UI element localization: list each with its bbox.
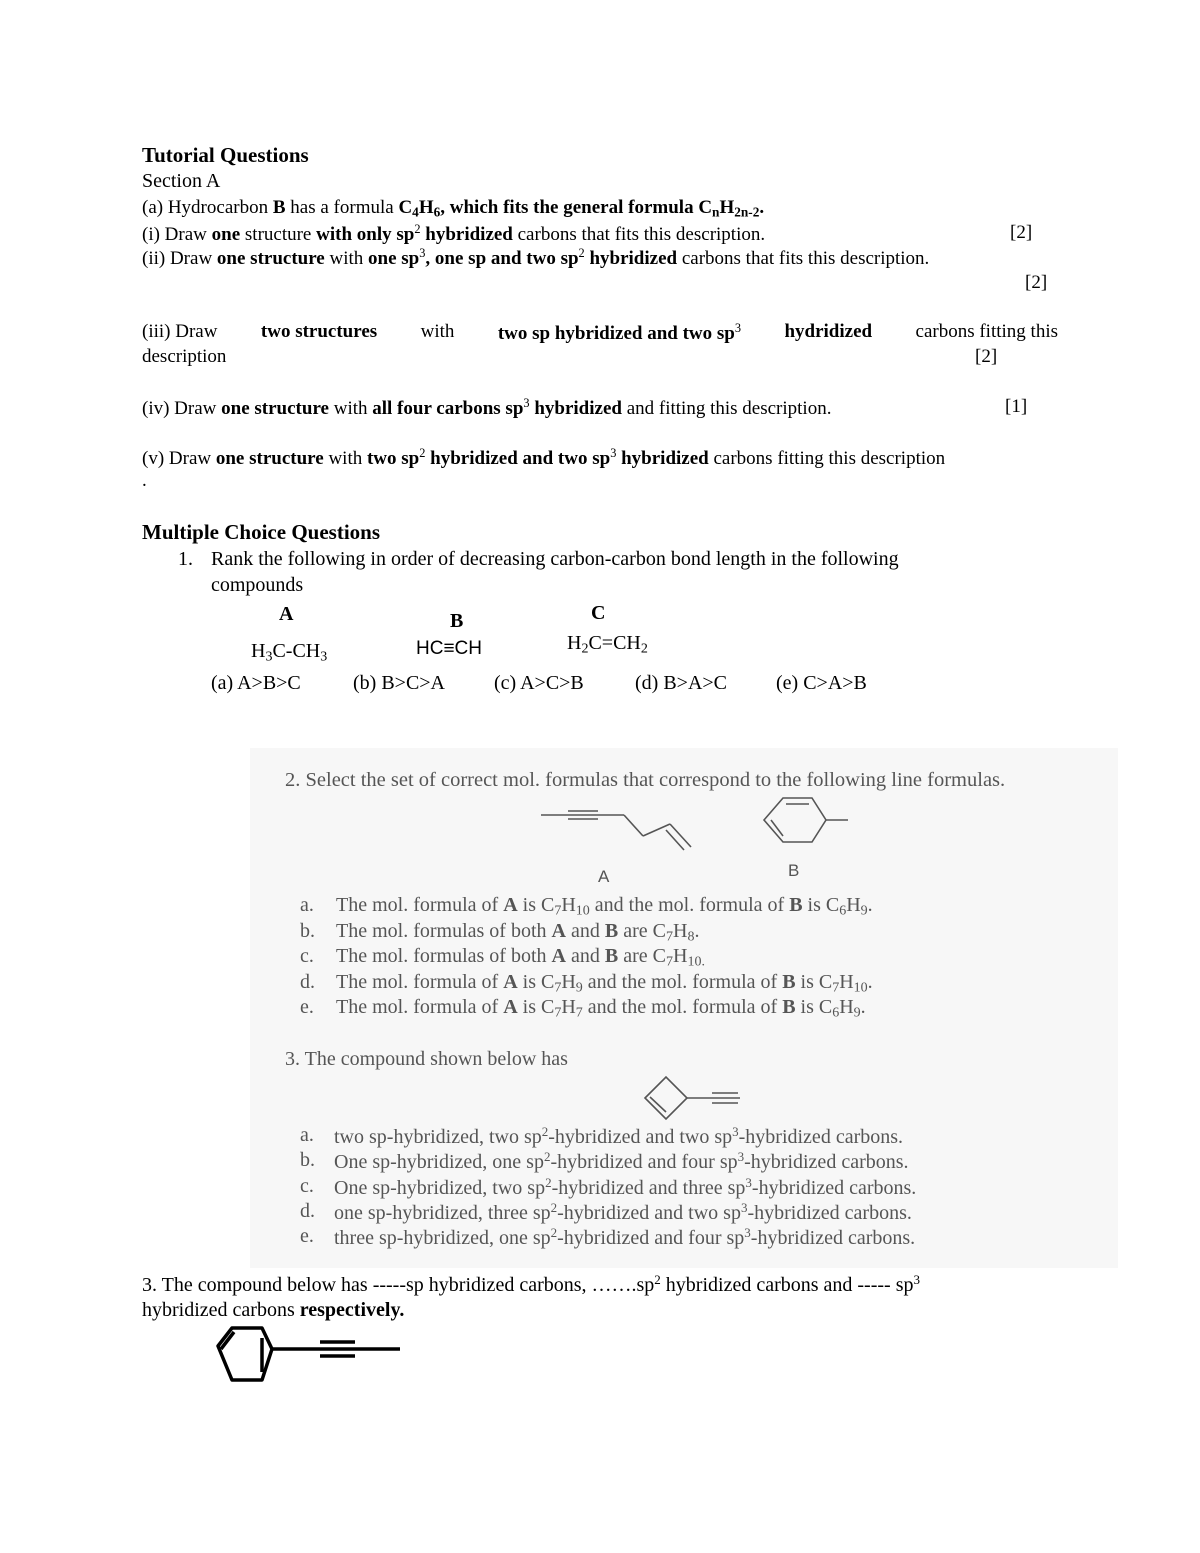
compound-a-formula: $H_3C-CH_3$ [251,640,328,665]
q2-option-e-letter: e. [300,996,314,1018]
q2-option-c: The mol. formulas of both A and B are $C_7H_{10.}$ [336,945,705,970]
mcq-heading: Multiple Choice Questions [142,520,381,544]
q2-option-c-letter: c. [300,945,314,967]
q3b-line1: 3. The compound below has -----sp hybridized carbons, $\dots\dots.sp^2$ hybridized carbons and ----- $sp^3$ [142,1272,920,1297]
q1-option-a: (a) A>B>C [211,672,301,694]
q3-option-a-letter: a. [300,1124,314,1146]
section-heading: Section A [142,170,221,192]
q1-option-d: (d) B>A>C [635,672,728,694]
compound-c-label: C [591,602,606,624]
q3-option-b-letter: b. [300,1149,315,1171]
q2-label-a: A [598,867,610,886]
question-a: (a) Hydrocarbon B has a formula $C_4H_6$, which fits the general formula $C_nH_{2n-2}$. [142,197,765,220]
q3-option-c-letter: c. [300,1175,314,1197]
q2-option-b: The mol. formulas of both A and B are $C_7H_8$. [336,920,700,945]
q3-option-d-letter: d. [300,1200,315,1222]
q2-label-b: B [788,861,800,880]
general-formula: $_nH_{2n-2}$. [712,197,765,220]
q1-number: 1. [178,548,193,570]
page-title: Tutorial Questions [142,143,309,167]
compound-c-formula: $H_2C=CH_2$ [567,632,648,657]
question-v-period: . [142,470,147,491]
question-iii-line1: (iii) Draw two structures with two sp hybridized and two $sp^3$ hydridized carbons fitting this [142,321,1058,344]
marks-ii: [2] [1025,272,1048,293]
q1-line2: compounds [211,574,304,596]
q2-option-a-letter: a. [300,894,314,916]
cyclohexenyl-alkyne-drawing [218,1328,400,1380]
marks-i: [2] [1010,222,1033,243]
question-v: (v) Draw one structure with two $sp^2$ hybridized and two $sp^3$ hybridized carbons fitting this description [142,446,946,469]
question-iii-line2: description [142,346,227,367]
formula-c4h6: $C_4H_6$ [398,197,441,220]
q3b-line2: hybridized carbons respectively. [142,1299,405,1321]
q2-option-b-letter: b. [300,920,315,942]
q3-text: 3. The compound shown below has [285,1048,568,1070]
q1-option-c: (c) A>C>B [494,672,584,694]
q3-option-d: one sp-hybridized, three $sp^2$-hybridized and two $sp^3$-hybridized carbons. [334,1200,912,1225]
q3-option-a: two sp-hybridized, two $sp^2$-hybridized and two $sp^3$-hybridized carbons. [334,1124,904,1149]
question-iv: (iv) Draw one structure with all four carbons $sp^3$ hybridized and fitting this description. [142,396,832,419]
q2-text: 2. Select the set of correct mol. formulas that correspond to the following line formulas. [285,769,1006,791]
q1-option-b: (b) B>C>A [353,672,446,694]
q2-option-d-letter: d. [300,971,315,993]
question-ii: (ii) Draw one structure with one $sp^3$, one sp and two $sp^2$ hybridized carbons that fits this description. [142,246,930,269]
q3-option-e-letter: e. [300,1225,314,1247]
q1-option-e: (e) C>A>B [776,672,867,694]
marks-iv: [1] [1005,396,1028,417]
q3-option-e: three sp-hybridized, one $sp^2$-hybridized and four $sp^3$-hybridized carbons. [334,1225,916,1250]
q3-option-c: One sp-hybridized, two $sp^2$-hybridized and three $sp^3$-hybridized carbons. [334,1175,917,1200]
q2-option-a: The mol. formula of A is $C_7H_{10}$ and the mol. formula of B is $C_6H_9$. [336,894,873,919]
compound-b-formula: HC≡CH [416,638,482,659]
q3-option-b: One sp-hybridized, one $sp^2$-hybridized and four $sp^3$-hybridized carbons. [334,1149,909,1174]
q2-option-e: The mol. formula of A is $C_7H_7$ and the mol. formula of B is $C_6H_9$. [336,996,866,1021]
question-i: (i) Draw one structure with only $sp^2$ hybridized carbons that fits this description. [142,222,766,245]
marks-iii: [2] [975,346,998,367]
q2-option-d: The mol. formula of A is $C_7H_9$ and the mol. formula of B is $C_7H_{10}$. [336,971,873,996]
q1-line1: Rank the following in order of decreasing carbon-carbon bond length in the following [211,548,899,570]
compound-a-label: A [279,603,294,625]
compound-b-label: B [450,610,464,632]
